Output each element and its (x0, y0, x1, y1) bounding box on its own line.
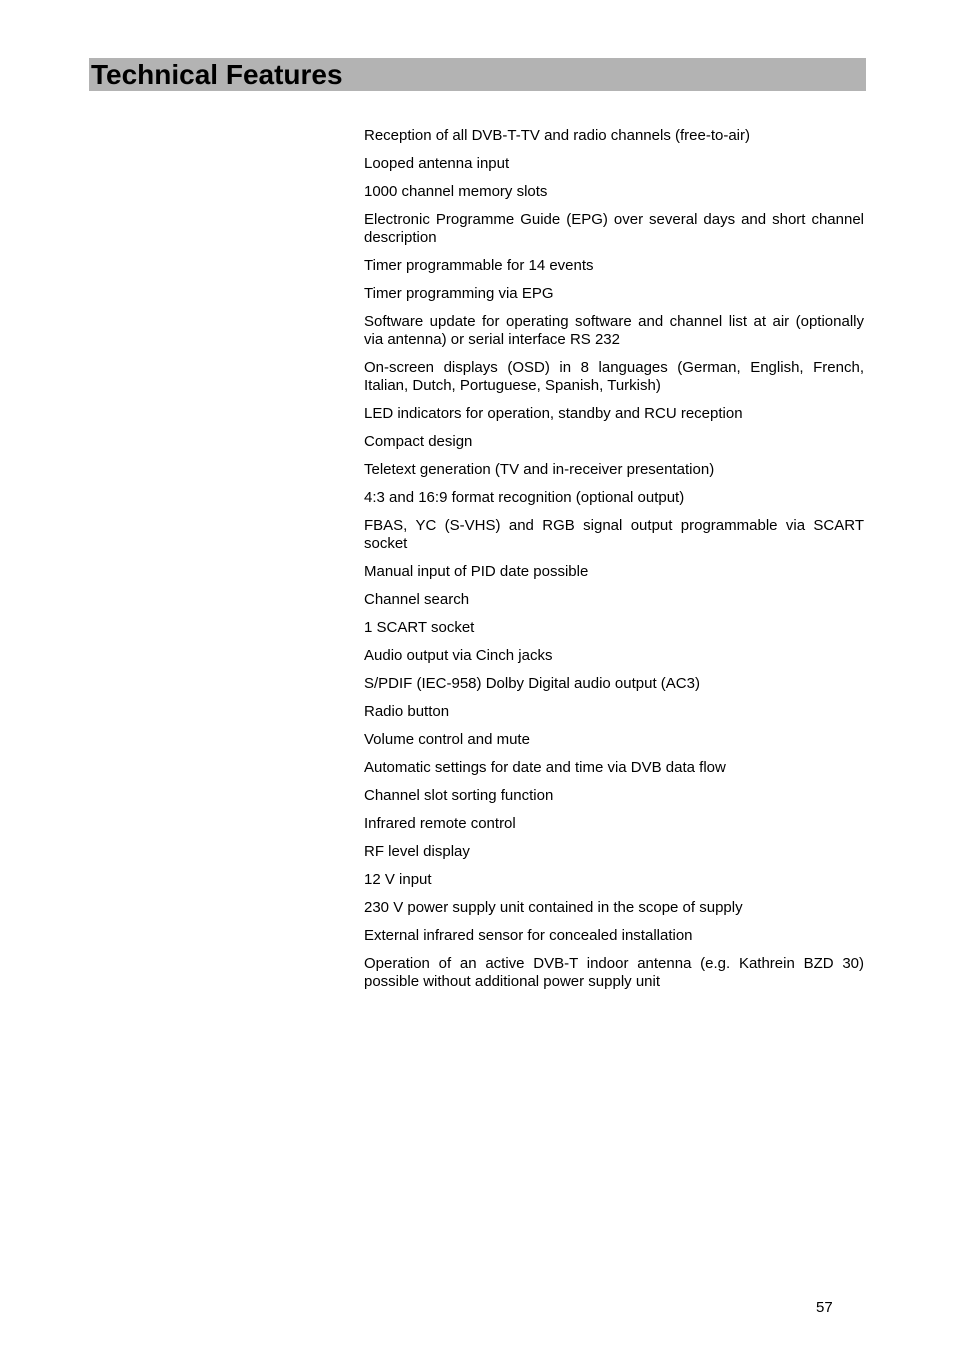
feature-item: Electronic Programme Guide (EPG) over several days and short channel description (364, 211, 864, 246)
feature-item: S/PDIF (IEC-958) Dolby Digital audio output (AC3) (364, 675, 700, 692)
feature-item: Channel slot sorting function (364, 787, 554, 804)
feature-item: Timer programming via EPG (364, 285, 554, 302)
feature-item: Reception of all DVB-T-TV and radio channels (free-to-air) (364, 127, 751, 144)
feature-item: LED indicators for operation, standby and RCU reception (364, 405, 743, 422)
feature-item: Automatic settings for date and time via DVB data flow (364, 759, 726, 776)
feature-item: Software update for operating software and channel list at air (optionally via antenna) or serial interface RS 232 (364, 313, 864, 348)
feature-item: RF level display (364, 843, 470, 860)
feature-item: Manual input of PID date possible (364, 563, 589, 580)
feature-item: FBAS, YC (S-VHS) and RGB signal output programmable via SCART socket (364, 517, 864, 552)
feature-item: 4:3 and 16:9 format recognition (optional output) (364, 489, 685, 506)
feature-item: Compact design (364, 433, 473, 450)
feature-item: 1000 channel memory slots (364, 183, 548, 200)
feature-item: Teletext generation (TV and in-receiver presentation) (364, 461, 715, 478)
feature-item: 12 V input (364, 871, 432, 888)
title-bar (89, 58, 866, 91)
feature-item: Radio button (364, 703, 450, 720)
feature-item: Timer programmable for 14 events (364, 257, 594, 274)
feature-item: On-screen displays (OSD) in 8 languages (German, English, French, Italian, Dutch, Portuguese, Spanish, Turkish) (364, 359, 864, 394)
feature-item: External infrared sensor for concealed installation (364, 927, 693, 944)
page-title: Technical Features (91, 59, 343, 90)
feature-item: Audio output via Cinch jacks (364, 647, 553, 664)
feature-item: 1 SCART socket (364, 619, 475, 636)
feature-list (364, 127, 864, 1001)
feature-item: Infrared remote control (364, 815, 516, 832)
feature-item: Operation of an active DVB-T indoor antenna (e.g. Kathrein BZD 30) possible without additional power supply unit (364, 955, 864, 990)
feature-item: Looped antenna input (364, 155, 510, 172)
feature-item: 230 V power supply unit contained in the scope of supply (364, 899, 743, 916)
page-number: 57 (816, 1299, 833, 1316)
feature-item: Channel search (364, 591, 470, 608)
feature-item: Volume control and mute (364, 731, 530, 748)
